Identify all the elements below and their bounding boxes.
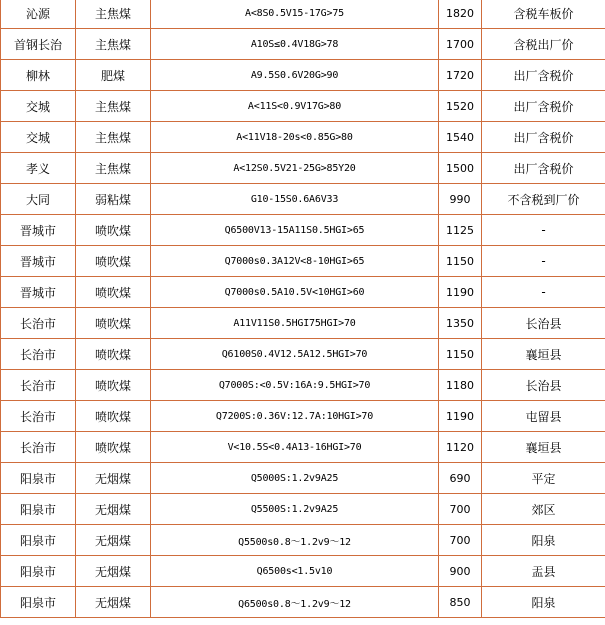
cell-spec: Q7000s0.3A12V<8-10HGI>65: [151, 246, 439, 277]
cell-coal-type: 无烟煤: [76, 556, 151, 587]
cell-price-note: 屯留县: [482, 401, 605, 432]
cell-price: 1190: [439, 401, 482, 432]
cell-coal-type: 喷吹煤: [76, 277, 151, 308]
cell-price-note: 长治县: [482, 308, 605, 339]
table-row: [1, 60, 605, 91]
cell-price: 1520: [439, 91, 482, 122]
cell-price: 1700: [439, 29, 482, 60]
cell-city: 交城: [1, 122, 76, 153]
cell-price: 1150: [439, 339, 482, 370]
cell-spec: Q6500V13-15A11S0.5HGI>65: [151, 215, 439, 246]
cell-spec: A<11S<0.9V17G>80: [151, 91, 439, 122]
cell-city: 首钢长治: [1, 29, 76, 60]
cell-city: 长治市: [1, 308, 76, 339]
cell-spec: A<11V18-20s<0.85G>80: [151, 122, 439, 153]
cell-city: 长治市: [1, 432, 76, 463]
cell-coal-type: 主焦煤: [76, 29, 151, 60]
coal-price-table-body: [1, 0, 605, 618]
cell-city: 长治市: [1, 339, 76, 370]
cell-coal-type: 主焦煤: [76, 153, 151, 184]
table-row: [1, 432, 605, 463]
table-row: [1, 525, 605, 556]
cell-price: 1120: [439, 432, 482, 463]
cell-city: 晋城市: [1, 215, 76, 246]
cell-coal-type: 喷吹煤: [76, 339, 151, 370]
cell-city: 晋城市: [1, 246, 76, 277]
table-row: [1, 339, 605, 370]
table-row: [1, 587, 605, 618]
cell-price: 1350: [439, 308, 482, 339]
cell-price-note: 襄垣县: [482, 339, 605, 370]
table-row: [1, 0, 605, 29]
cell-coal-type: 主焦煤: [76, 91, 151, 122]
table-row: [1, 308, 605, 339]
cell-city: 长治市: [1, 401, 76, 432]
cell-price: 700: [439, 494, 482, 525]
table-row: [1, 29, 605, 60]
cell-coal-type: 喷吹煤: [76, 370, 151, 401]
cell-price: 690: [439, 463, 482, 494]
table-row: [1, 122, 605, 153]
cell-price: 1190: [439, 277, 482, 308]
cell-spec: A<12S0.5V21-25G>85Y20: [151, 153, 439, 184]
cell-coal-type: 喷吹煤: [76, 215, 151, 246]
cell-coal-type: 无烟煤: [76, 494, 151, 525]
cell-city: 阳泉市: [1, 494, 76, 525]
cell-price: 1540: [439, 122, 482, 153]
cell-coal-type: 主焦煤: [76, 122, 151, 153]
table-row: [1, 246, 605, 277]
cell-price: 1720: [439, 60, 482, 91]
table-row: [1, 277, 605, 308]
cell-price: 1150: [439, 246, 482, 277]
cell-coal-type: 弱粘煤: [76, 184, 151, 215]
cell-price-note: 含税车板价: [482, 0, 605, 29]
cell-price-note: 出厂含税价: [482, 122, 605, 153]
cell-spec: Q5000S:1.2v9A25: [151, 463, 439, 494]
table-row: [1, 370, 605, 401]
cell-price: 1820: [439, 0, 482, 29]
cell-price: 990: [439, 184, 482, 215]
cell-coal-type: 无烟煤: [76, 587, 151, 618]
cell-price-note: 不含税到厂价: [482, 184, 605, 215]
cell-city: 柳林: [1, 60, 76, 91]
cell-spec: Q6500s0.8～1.2v9～12: [151, 587, 439, 618]
table-row: [1, 556, 605, 587]
cell-spec: Q6100S0.4V12.5A12.5HGI>70: [151, 339, 439, 370]
cell-price-note: 郊区: [482, 494, 605, 525]
cell-price-note: 出厂含税价: [482, 91, 605, 122]
cell-price: 1180: [439, 370, 482, 401]
table-row: [1, 463, 605, 494]
cell-coal-type: 无烟煤: [76, 463, 151, 494]
cell-price-note: -: [482, 277, 605, 308]
cell-price-note: 含税出厂价: [482, 29, 605, 60]
cell-spec: A<8S0.5V15-17G>75: [151, 0, 439, 29]
cell-coal-type: 肥煤: [76, 60, 151, 91]
cell-coal-type: 喷吹煤: [76, 432, 151, 463]
cell-city: 阳泉市: [1, 556, 76, 587]
cell-price: 1125: [439, 215, 482, 246]
cell-city: 晋城市: [1, 277, 76, 308]
cell-price-note: 襄垣县: [482, 432, 605, 463]
table-row: [1, 494, 605, 525]
cell-spec: Q5500s0.8～1.2v9～12: [151, 525, 439, 556]
table-row: [1, 91, 605, 122]
cell-city: 阳泉市: [1, 463, 76, 494]
cell-city: 大同: [1, 184, 76, 215]
cell-coal-type: 喷吹煤: [76, 401, 151, 432]
cell-price: 850: [439, 587, 482, 618]
cell-coal-type: 无烟煤: [76, 525, 151, 556]
cell-price: 900: [439, 556, 482, 587]
table-row: [1, 153, 605, 184]
cell-city: 长治市: [1, 370, 76, 401]
cell-price-note: 出厂含税价: [482, 60, 605, 91]
cell-spec: A9.5S0.6V20G>90: [151, 60, 439, 91]
cell-city: 沁源: [1, 0, 76, 29]
cell-price-note: 长治县: [482, 370, 605, 401]
cell-price: 1500: [439, 153, 482, 184]
cell-coal-type: 主焦煤: [76, 0, 151, 29]
cell-price-note: -: [482, 215, 605, 246]
cell-spec: A10S≤0.4V18G>78: [151, 29, 439, 60]
cell-city: 孝义: [1, 153, 76, 184]
cell-city: 交城: [1, 91, 76, 122]
cell-city: 阳泉市: [1, 525, 76, 556]
cell-price-note: 盂县: [482, 556, 605, 587]
table-row: [1, 215, 605, 246]
cell-price-note: 出厂含税价: [482, 153, 605, 184]
cell-spec: G10-15S0.6A6V33: [151, 184, 439, 215]
cell-price-note: 阳泉: [482, 525, 605, 556]
cell-price-note: 平定: [482, 463, 605, 494]
cell-city: 阳泉市: [1, 587, 76, 618]
cell-price-note: -: [482, 246, 605, 277]
cell-spec: Q7000s0.5A10.5V<10HGI>60: [151, 277, 439, 308]
table-row: [1, 184, 605, 215]
cell-coal-type: 喷吹煤: [76, 308, 151, 339]
cell-spec: A11V11S0.5HGI75HGI>70: [151, 308, 439, 339]
table-row: [1, 401, 605, 432]
cell-price-note: 阳泉: [482, 587, 605, 618]
cell-spec: Q5500S:1.2v9A25: [151, 494, 439, 525]
cell-spec: Q7000S:<0.5V:16A:9.5HGI>70: [151, 370, 439, 401]
cell-spec: Q7200S:0.36V:12.7A:10HGI>70: [151, 401, 439, 432]
cell-spec: V<10.5S<0.4A13-16HGI>70: [151, 432, 439, 463]
cell-coal-type: 喷吹煤: [76, 246, 151, 277]
cell-price: 700: [439, 525, 482, 556]
cell-spec: Q6500s<1.5v10: [151, 556, 439, 587]
